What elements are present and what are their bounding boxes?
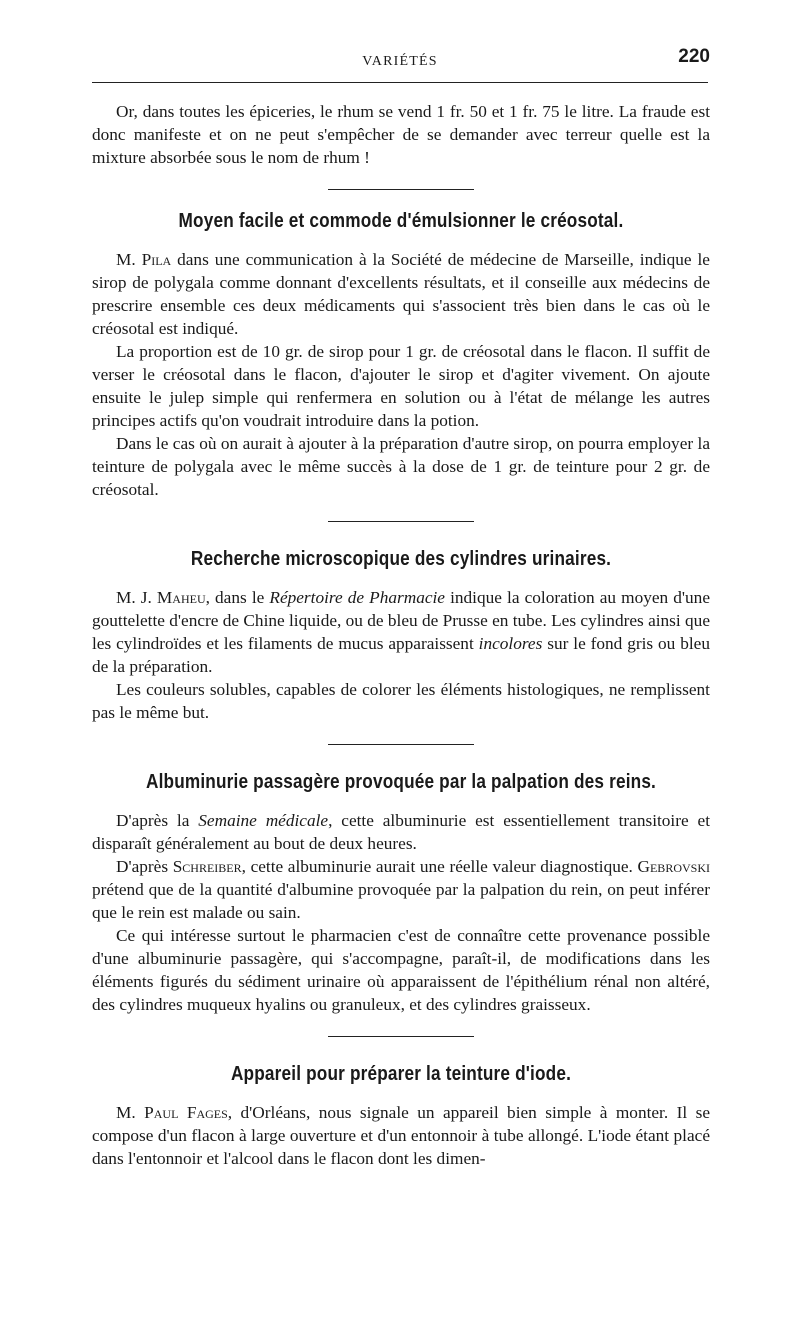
intro-paragraph: Or, dans toutes les épiceries, le rhum se vend 1 fr. 50 et 1 fr. 75 le litre. La fraude est donc manifeste et on ne peut s'empêcher de se demander avec terreur quelle est la mixture absorbée sous le nom de rhum ! — [92, 102, 710, 167]
paragraph: D'après Schreiber, cette albuminurie aurait une réelle valeur diagnostique. Gebrovski prétend que de la quantité d'albumine provoquée par la palpation du rein, on peut inférer que le rein est malade ou sain. — [92, 857, 710, 922]
paragraph: La proportion est de 10 gr. de sirop pour 1 gr. de créosotal dans le flacon. Il suffit de verser le créosotal dans le flacon, d'ajouter le sirop et d'agiter vivement. On ajoute ensuite le julep simple qui renfermera en solution ou à l'état de mélange les autres principes actifs qu'on voudrait introduire dans la potion. — [92, 342, 710, 430]
section-iode — [92, 1101, 710, 1170]
emphasis: incolores — [478, 634, 543, 653]
header-rule — [92, 82, 708, 83]
paragraph: M. J. Maheu, dans le Répertoire de Pharmacie indique la coloration au moyen d'une gouttelette d'encre de Chine liquide, ou de bleu de Prusse en tube. Les cylindres ainsi que les cylindroïdes et les filaments de mucus apparaissent incolores sur le fond gris ou bleu de la préparation. — [92, 588, 710, 676]
section-divider — [328, 189, 474, 190]
section-title-albuminurie: Albuminurie passagère provoquée par la palpation des reins. — [145, 771, 657, 793]
running-head — [92, 46, 708, 74]
section-title-cylindres: Recherche microscopique des cylindres urinaires. — [190, 548, 612, 570]
paragraph: Dans le cas où on aurait à ajouter à la préparation d'autre sirop, on pourra employer la teinture de polygala avec le même succès à la dose de 1 gr. de teinture pour 2 gr. de créosotal. — [92, 434, 710, 499]
section-divider — [328, 521, 474, 522]
author-name: M. Pila — [116, 250, 172, 269]
running-head-title: VARIÉTÉS — [362, 54, 438, 69]
author-name: Gebrovski — [637, 857, 710, 876]
section-albuminurie — [92, 809, 710, 1016]
paragraph: M. Pila dans une communication à la Société de médecine de Marseille, indique le sirop de polygala comme donnant d'excellents résultats, et il conseille aux médecins de prescrire ensemble ces deux médicaments qui s'associent très bien dans le cas où le créosotal est indiqué. — [92, 250, 710, 338]
journal-name: Semaine médicale — [198, 811, 329, 830]
section-divider — [328, 744, 474, 745]
paragraph: M. Paul Fages, d'Orléans, nous signale un appareil bien simple à monter. Il se compose d'un flacon à large ouverture et d'un entonnoir à tube allongé. L'iode étant placé dans l'entonnoir et l'alcool dans le flacon dont les dimen- — [92, 1103, 710, 1168]
section-title-creosotal: Moyen facile et commode d'émulsionner le créosotal. — [178, 210, 624, 232]
paragraph: Les couleurs solubles, capables de colorer les éléments histologiques, ne remplissent pas le même but. — [92, 680, 710, 722]
page-number: 220 — [678, 46, 710, 67]
section-cylindres — [92, 586, 710, 724]
author-name: Schreiber — [172, 857, 242, 876]
journal-name: Répertoire de Pharmacie — [269, 588, 445, 607]
author-name: M. J. Maheu — [116, 588, 206, 607]
paragraph: Ce qui intéresse surtout le pharmacien c'est de connaître cette provenance possible d'une albuminurie passagère, qui s'accompagne, paraît-il, de modifications dans les éléments figurés du sédiment urinaire où apparaissent de l'épithélium rénal non altéré, des cylindres muqueux hyalins ou granuleux, et des cylindres graisseux. — [92, 926, 710, 1014]
author-name: M. Paul Fages — [116, 1103, 228, 1122]
paragraph: D'après la Semaine médicale, cette albuminurie est essentiellement transitoire et disparaît généralement au bout de deux heures. — [92, 811, 711, 853]
section-creosotal — [92, 248, 710, 501]
page-body — [92, 100, 710, 1170]
section-divider — [328, 1036, 474, 1037]
section-title-iode: Appareil pour préparer la teinture d'iode. — [230, 1063, 572, 1085]
